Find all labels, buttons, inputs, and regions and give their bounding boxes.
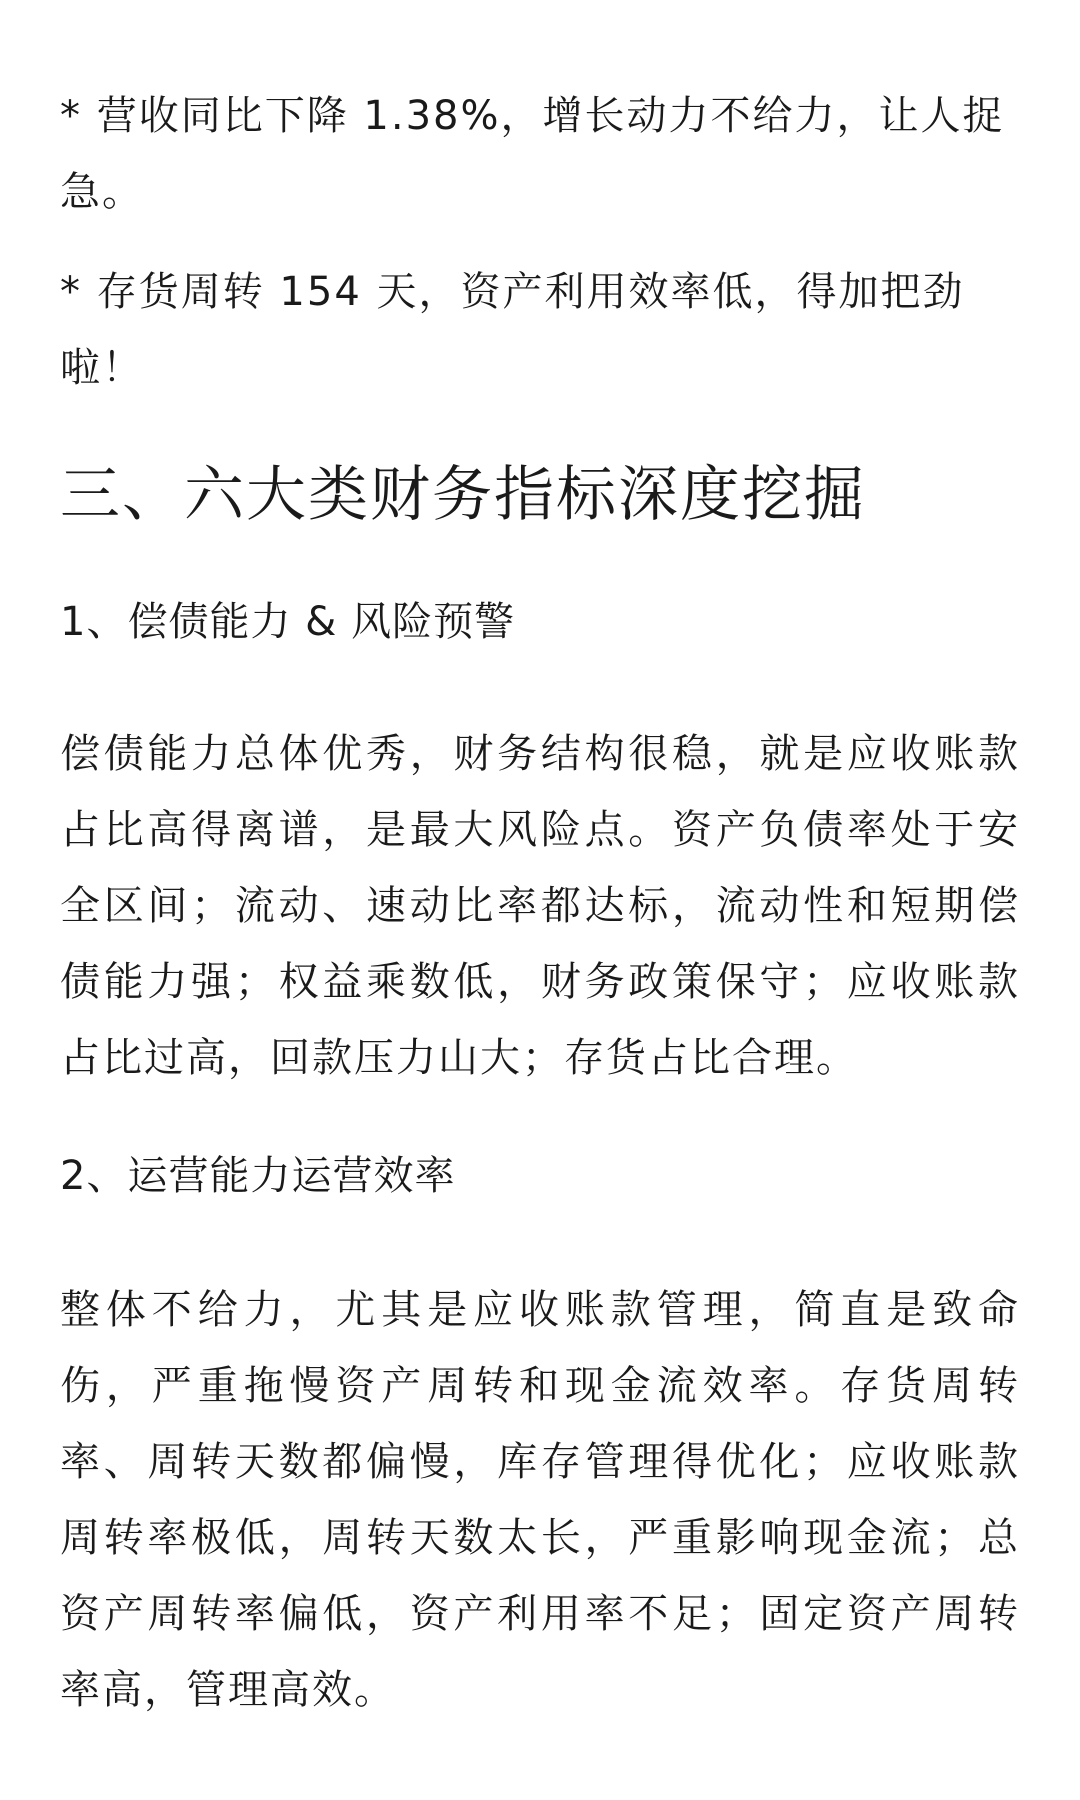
- section-title: 三、六大类财务指标深度挖掘: [60, 460, 866, 530]
- bullet-revenue-decline: * 营收同比下降 1.38%，增长动力不给力，让人捉急。: [60, 93, 1005, 215]
- subsection-body-solvency: 偿债能力总体优秀，财务结构很稳，就是应收账款占比高得离谱，是最大风险点。资产负债率处于安全区间；流动、速动比率都达标，流动性和短期偿债能力强；权益乘数低，财务政策保守；应收账款占比过高，回款压力山大；存货占比合理。: [60, 731, 1020, 1081]
- subsection-heading-solvency: 1、偿债能力 & 风险预警: [60, 599, 516, 645]
- subsection-heading-operations: 2、运营能力运营效率: [60, 1153, 456, 1199]
- subsection-body-operations: 整体不给力，尤其是应收账款管理，简直是致命伤，严重拖慢资产周转和现金流效率。存货周转率、周转天数都偏慢，库存管理得优化；应收账款周转率极低，周转天数太长，严重影响现金流；总资产周转率偏低，资产利用率不足；固定资产周转率高，管理高效。: [60, 1287, 1020, 1713]
- bullet-inventory-turnover: * 存货周转 154 天，资产利用效率低，得加把劲啦！: [60, 269, 965, 391]
